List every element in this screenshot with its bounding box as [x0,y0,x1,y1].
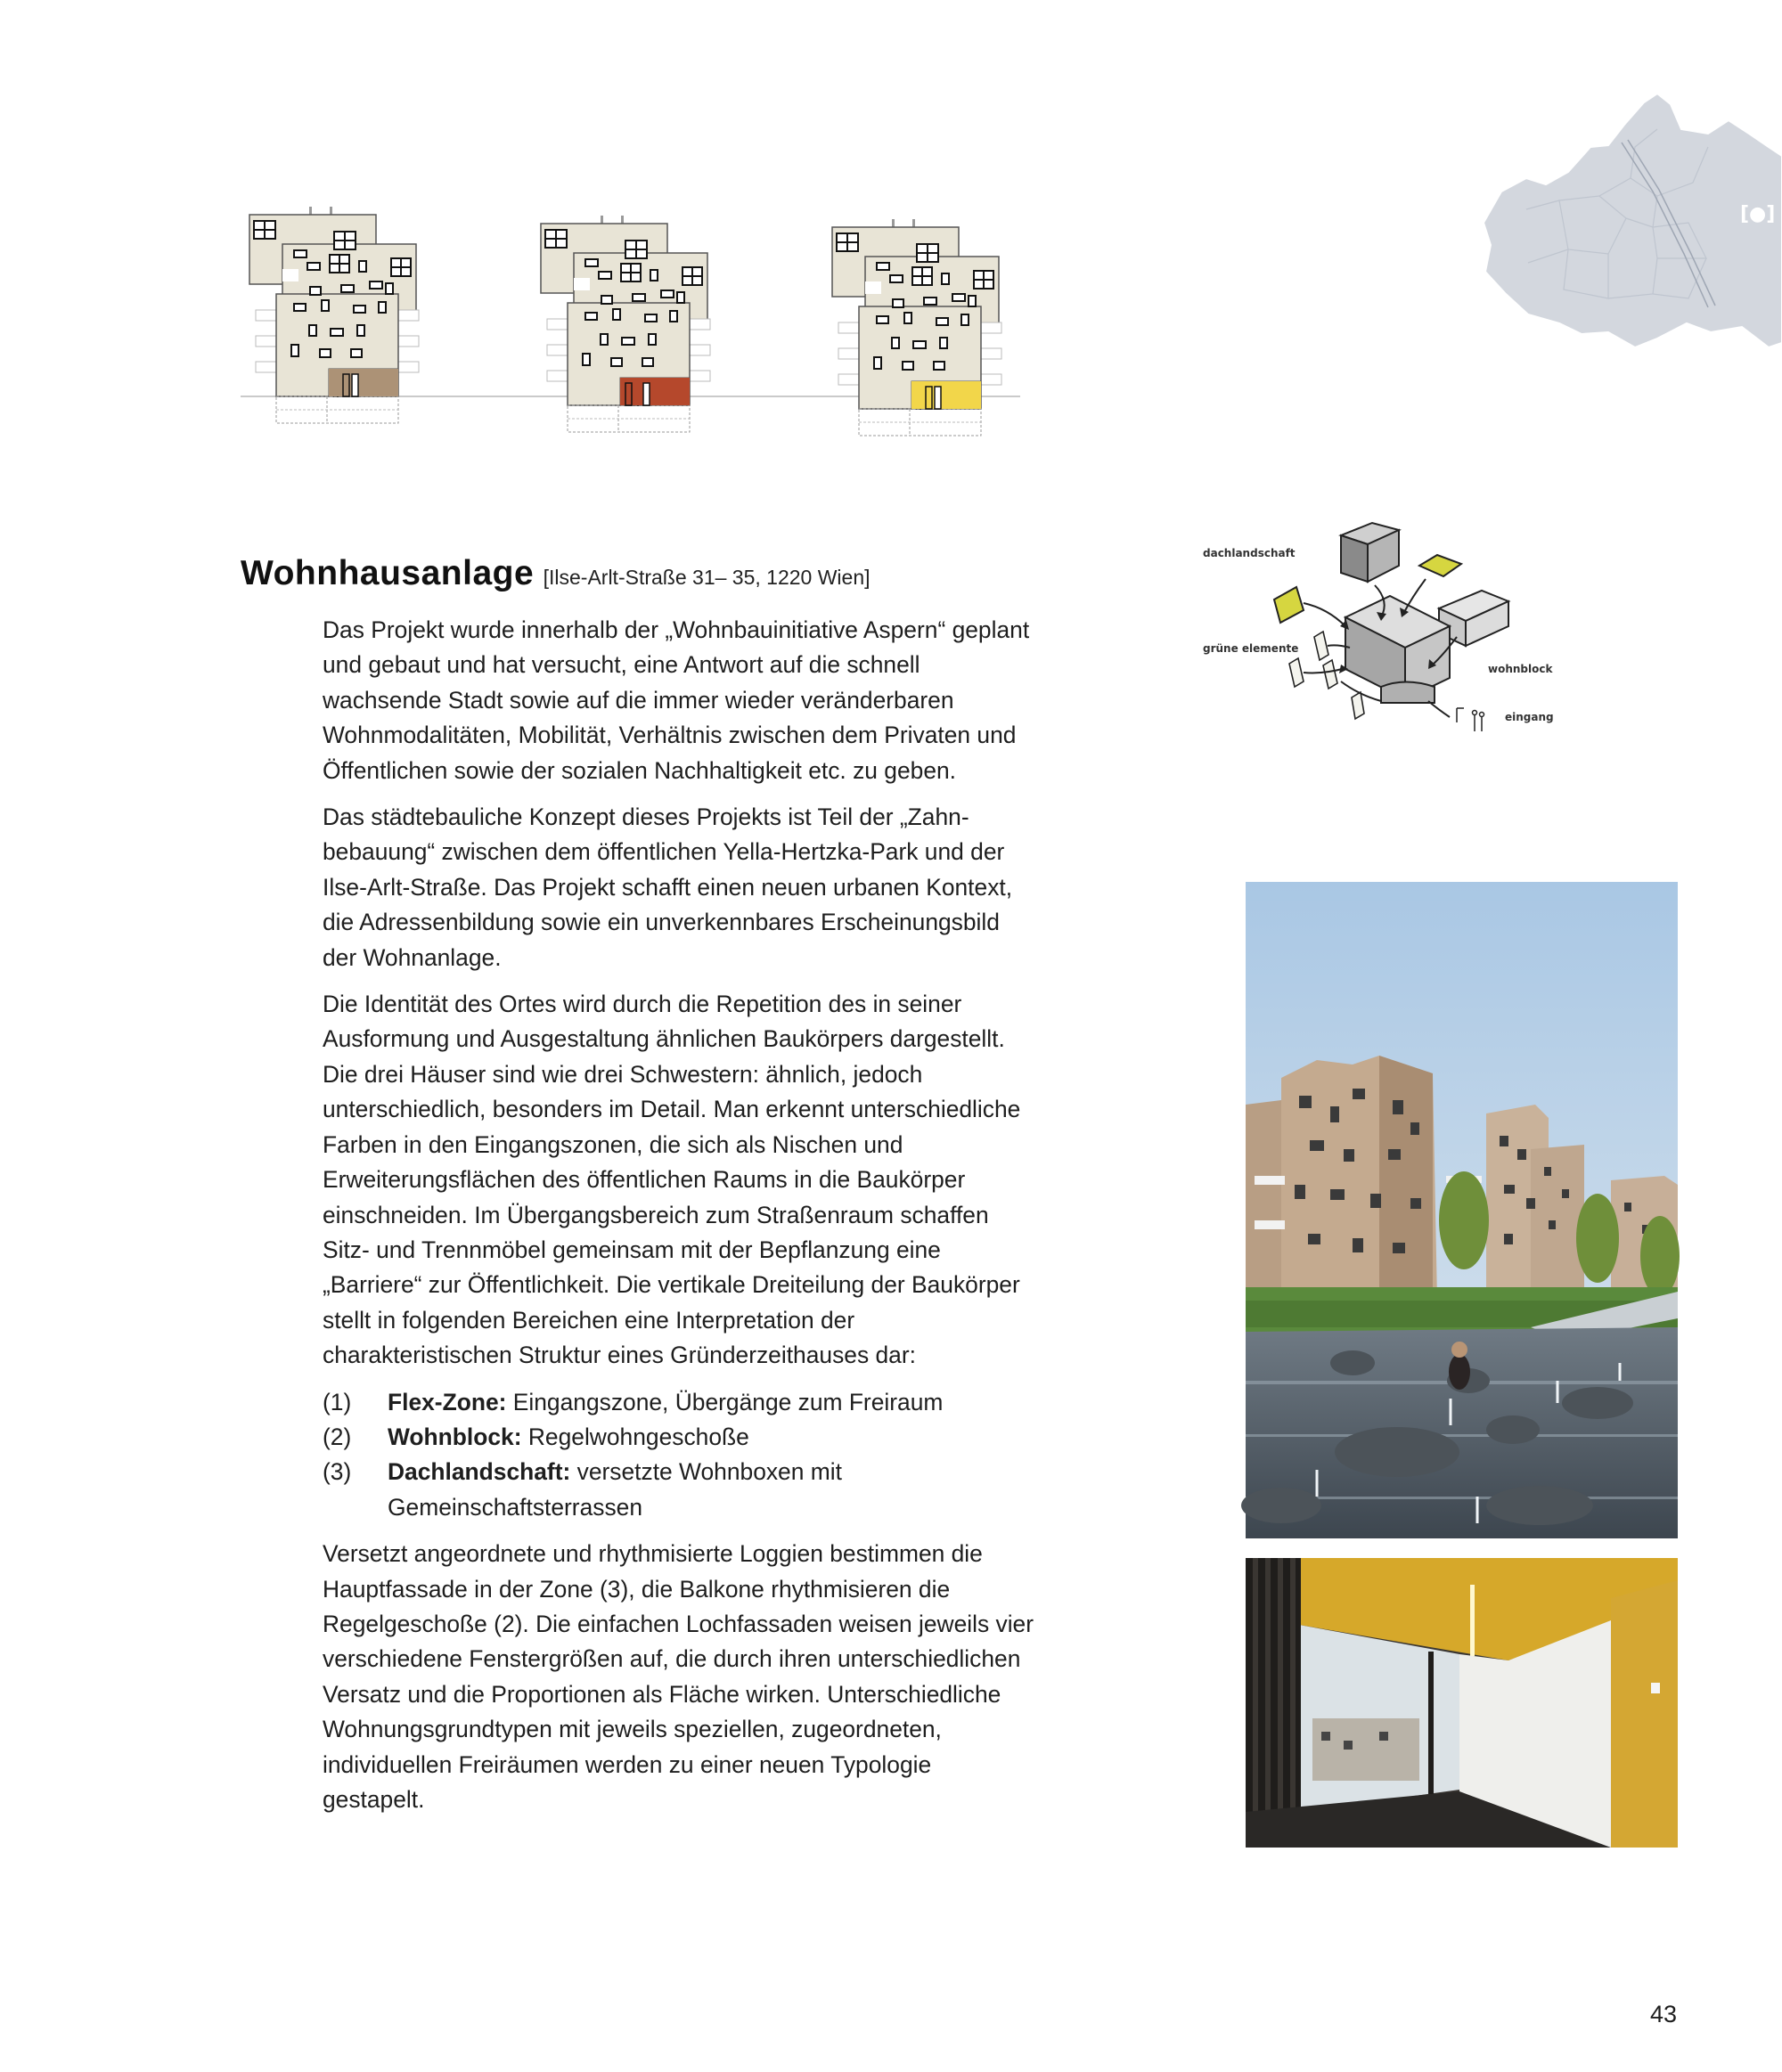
diagram-roof-box [1341,523,1399,582]
house-elevation-3 [832,219,1001,436]
building-elevations [227,196,1029,436]
paragraph: Die Identität des Ortes wird durch die Repetition des in seiner Ausformung und Ausgestaltung ähnlichen Baukörpers dargestellt. Die drei Häuser sind wie drei Schwestern: ähnlich, jedoch unterschiedlich, besonders im Detail. Man erkennt unterschiedliche Farben in den Eingangszonen, die sich als Nischen und Erweiterungsflächen des öffentlichen Raums in die Baukörper einschneiden. Im Übergangsbereich zum Straßenraum schaffen Sitz- und Trennmöbel gemeinsam mit der Bepflanzung eine „Barriere“ zur Öffentlichkeit. Die vertikale Dreiteilung der Baukörper stellt in folgenden Bereichen eine Interpretation der charakteristischen Struktur eines Gründerzeithauses dar: [323,991,1021,1369]
zone-list [323,1385,1035,1526]
vienna-district-map [1475,94,1782,361]
article-title: Wohnhausanlage [241,554,535,592]
house-elevation-1 [249,207,419,423]
list-term: Dachlandschaft: [388,1458,571,1486]
list-text: versetzte Wohnboxen mit Gemeinschaftsterrassen [388,1458,842,1521]
paragraph: Das städtebauliche Konzept dieses Projekts ist Teil der „Zahnbebauung“ zwischen dem öffentlichen Yella-Hertzka-Park und der Ilse-Arlt-Straße. Das Projekt schafft einen neuen urbanen Kontext, die Adressenbildung sowie ein unverkennbares Erscheinungsbild der Wohnanlage. [323,804,1013,971]
photo-exterior-courtyard [1246,882,1678,1538]
concept-diagram [1198,512,1554,753]
list-number: (1) [323,1388,352,1415]
paragraph: Versetzt angeordnete und rhythmisierte Loggien bestimmen die Hauptfassade in der Zone (3), die Balkone rhythmisieren die Regelgeschoße (2). Die einfachen Lochfassaden weisen jeweils vier verschiedene Fenstergrößen auf, die durch ihren unterschiedlichen Versatz und die Proportionen als Fläche wirken. Unterschiedliche Wohnungsgrundtypen mit jeweils speziellen, zugeordneten, individuellen Freiräumen werden zu einer neuen Typologie gestapelt. [323,1540,1034,1813]
page-number: 43 [1650,2001,1678,2027]
house-elevation-2 [541,216,710,432]
map-location-marker: [●] [1740,203,1776,225]
list-item [323,1420,1035,1455]
diagram-label-wohnblock: wohnblock [1488,663,1553,675]
diagram-label-dachlandschaft: dachlandschaft [1203,547,1296,559]
list-text: Regelwohngeschoße [521,1423,749,1450]
diagram-green-element [1274,587,1304,623]
article-address: [Ilse-Arlt-Straße 31– 35, 1220 Wien] [543,566,871,589]
article-heading [241,554,871,593]
list-number: (2) [323,1423,352,1450]
diagram-main-block [1345,596,1450,703]
list-item [323,1385,1035,1420]
list-term: Wohnblock: [388,1423,522,1450]
list-term: Flex-Zone: [388,1388,507,1415]
diagram-label-gruene-elemente: grüne elemente [1203,642,1299,655]
diagram-green-element [1419,555,1461,576]
list-item [323,1455,1035,1525]
paragraph: Das Projekt wurde innerhalb der „Wohnbauinitiative Aspern“ geplant und gebaut und hat versucht, eine Antwort auf die schnell wachsende Stadt sowie auf die immer wieder veränderbaren Wohnmodalitäten, Mobilität, Verhältnis zwischen dem Privaten und Öffentlichen sowie der sozialen Nachhaltigkeit etc. zu geben. [323,616,1030,784]
list-number: (3) [323,1458,352,1486]
list-text: Eingangszone, Übergänge zum Freiraum [506,1388,944,1415]
diagram-label-eingang: eingang [1505,711,1554,723]
photo-interior-corridor [1246,1558,1678,1848]
article-body [323,613,1035,1829]
